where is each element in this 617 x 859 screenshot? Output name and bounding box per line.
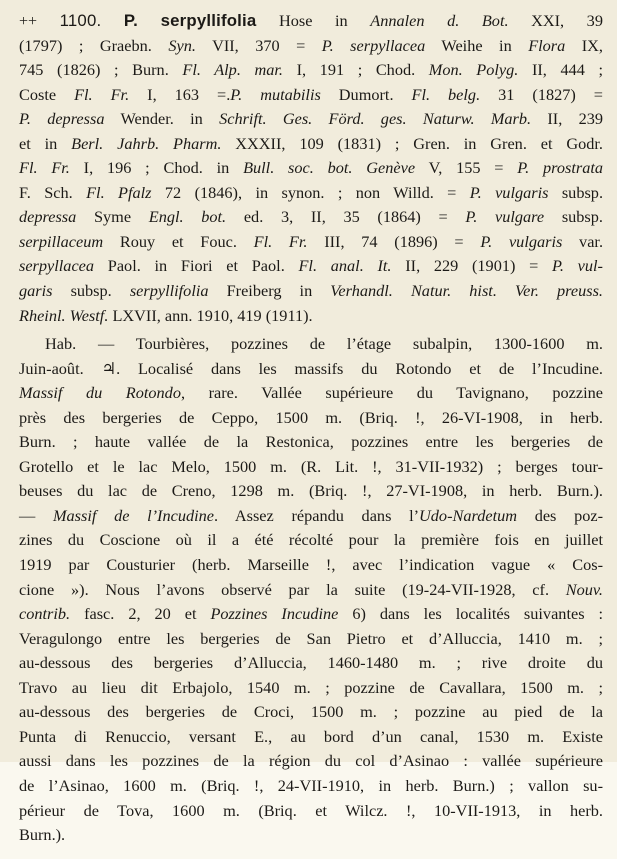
text-run: de l’Asinao, 1600 m. (Briq. !, 24-VII-1910, in herb. Burn.) ; vallon su- bbox=[19, 775, 603, 795]
text-run: XXI, 39 bbox=[508, 11, 603, 30]
italic-run: Rheinl. Westf. bbox=[19, 305, 109, 325]
habitat-line bbox=[19, 627, 603, 652]
habitat-block bbox=[19, 332, 603, 847]
text-run: beuses du lac de Creno, 1298 m. (Briq. !, 27-VI-1908, in herb. Burn.). bbox=[19, 481, 603, 501]
habitat-line bbox=[19, 504, 603, 529]
text-run: Rouy et Fouc. bbox=[103, 231, 254, 251]
text-run: Punta di Renuccio, versant E., au bord d’un canal, 1530 m. Existe bbox=[19, 726, 603, 746]
italic-run: Syn. bbox=[168, 35, 196, 55]
italic-run: garis bbox=[19, 281, 53, 301]
italic-run: P. mutabilis bbox=[230, 84, 321, 104]
synonymy-line bbox=[19, 132, 603, 157]
text-run: I, 163 =. bbox=[129, 84, 231, 104]
italic-run: Flora bbox=[528, 35, 566, 55]
text-run: Hose in bbox=[279, 11, 371, 30]
text-run: Burn. ; haute vallée de la Restonica, pozzines entre les bergeries de bbox=[19, 432, 603, 452]
text-run: Burn.). bbox=[19, 825, 66, 845]
text-run: cione »). Nous l’avons observé par la suite (19-24-VII-1928, cf. bbox=[19, 579, 566, 599]
text-run: près des bergeries de Ceppo, 1500 m. (Briq. !, 26-VI-1908, in herb. bbox=[19, 407, 603, 427]
italic-run: P. vulgaris bbox=[469, 182, 549, 202]
text-run: LXVII, ann. 1910, 419 (1911). bbox=[108, 305, 313, 325]
habitat-line bbox=[19, 332, 603, 357]
text-run: . Assez répandu dans l’ bbox=[214, 505, 420, 525]
synonymy-line bbox=[19, 230, 603, 255]
habitat-line bbox=[19, 528, 603, 553]
synonymy-line bbox=[19, 58, 603, 83]
species-name: serpyllifolia bbox=[160, 11, 257, 30]
synonymy-line bbox=[19, 83, 603, 108]
endemic-marker: ++ bbox=[19, 13, 38, 30]
italic-run: P. vul- bbox=[552, 256, 603, 276]
italic-run: Fl. Pfalz bbox=[86, 182, 152, 202]
synonymy-line bbox=[19, 34, 603, 59]
habitat-line bbox=[19, 823, 603, 848]
text-run: et in bbox=[19, 133, 72, 153]
synonymy-line bbox=[19, 254, 603, 279]
italic-run: Massif de l’Incudine bbox=[52, 505, 215, 525]
text-run: subsp. bbox=[548, 182, 604, 202]
entry-heading-line bbox=[19, 9, 603, 34]
text-run: subsp. bbox=[544, 207, 603, 227]
italic-run: Berl. Jahrb. Pharm. bbox=[71, 133, 222, 153]
habitat-line bbox=[19, 799, 603, 824]
text-run: V, 155 = bbox=[415, 158, 518, 178]
habitat-line bbox=[19, 578, 603, 603]
text-run: — bbox=[19, 505, 53, 525]
text-run: (1797) ; Graebn. bbox=[19, 35, 169, 55]
italic-run: Fl. Alp. mar. bbox=[182, 60, 283, 80]
habitat-line bbox=[19, 455, 603, 480]
synonymy-line bbox=[19, 279, 603, 304]
text-run: périeur de Tova, 1600 m. (Briq. et Wilcz. !, 10-VII-1913, in herb. bbox=[19, 800, 603, 820]
genus-abbreviation: P. bbox=[123, 11, 139, 30]
italic-run: Udo-Nardetum bbox=[419, 505, 518, 525]
italic-run: Engl. bot. bbox=[148, 207, 227, 227]
synonymy-line bbox=[19, 156, 603, 181]
text-run: Syme bbox=[76, 207, 149, 227]
text-run: des poz- bbox=[517, 505, 604, 525]
italic-run: Massif du Rotondo bbox=[19, 383, 181, 403]
italic-run: Pozzines Incudine bbox=[210, 604, 339, 624]
text-run: subsp. bbox=[52, 281, 130, 301]
habitat-line bbox=[19, 676, 603, 701]
entry-line-0 bbox=[279, 11, 603, 30]
text-run: ed. 3, II, 35 (1864) = bbox=[226, 207, 466, 227]
italic-run: P. prostrata bbox=[517, 158, 603, 178]
text-run: XXXII, 109 (1831) ; Gren. in Gren. et Godr. bbox=[221, 133, 604, 153]
entry-number: 1100. bbox=[59, 11, 102, 30]
italic-run: contrib. bbox=[19, 604, 71, 624]
habitat-line bbox=[19, 725, 603, 750]
italic-run: Fl. Fr. bbox=[74, 84, 130, 104]
italic-run: Annalen d. Bot. bbox=[370, 11, 509, 30]
species-entry-text bbox=[19, 9, 603, 848]
habitat-line bbox=[19, 700, 603, 725]
italic-run: Nouv. bbox=[565, 579, 603, 599]
text-run: VII, 370 = bbox=[195, 35, 322, 55]
italic-run: serpillaceum bbox=[19, 231, 104, 251]
text-run: II, 229 (1901) = bbox=[391, 256, 553, 276]
text-run: aussi dans les pozzines de la région du col d’Asinao : vallée supérieure bbox=[19, 751, 603, 771]
habitat-line bbox=[19, 602, 603, 627]
italic-run: Bull. soc. bot. Genève bbox=[243, 158, 416, 178]
text-run: II, 444 ; bbox=[518, 60, 603, 80]
text-run: Grotello et le lac Melo, 1500 m. (R. Lit. !, 31-VII-1932) ; berges tour- bbox=[19, 456, 603, 476]
text-run: var. bbox=[562, 231, 604, 251]
text-run: 31 (1827) = bbox=[480, 84, 603, 104]
text-run: 1919 par Cousturier (herb. Marseille !, avec l’indication vague « Cos- bbox=[19, 555, 603, 575]
italic-run: Fl. anal. It. bbox=[298, 256, 392, 276]
text-run: fasc. 2, 20 et bbox=[70, 604, 211, 624]
text-run: Freiberg in bbox=[208, 281, 331, 301]
text-run: IX, bbox=[565, 35, 604, 55]
synonymy-block bbox=[19, 34, 603, 329]
text-run: 6) dans les localités suivantes : bbox=[338, 604, 604, 624]
text-run: I, 191 ; Chod. bbox=[283, 60, 429, 80]
habitat-line bbox=[19, 479, 603, 504]
text-run: F. Sch. bbox=[19, 182, 87, 202]
italic-run: Mon. Polyg. bbox=[428, 60, 519, 80]
italic-run: Fl. Fr. bbox=[253, 231, 308, 251]
synonymy-line bbox=[19, 205, 603, 230]
italic-run: P. vulgaris bbox=[480, 231, 563, 251]
text-run: Travo au lieu dit Erbajolo, 1540 m. ; pozzine de Cavallara, 1500 m. ; bbox=[19, 677, 603, 697]
habitat-line bbox=[19, 381, 603, 406]
text-run: Coste bbox=[19, 84, 75, 104]
text-run: I, 196 ; Chod. in bbox=[69, 158, 244, 178]
habitat-line bbox=[19, 406, 603, 431]
synonymy-line bbox=[19, 107, 603, 132]
text-run: Hab. — Tourbières, pozzines de l’étage subalpin, 1300-1600 m. bbox=[45, 334, 603, 354]
italic-run: P. vulgare bbox=[465, 207, 545, 227]
habitat-line bbox=[19, 357, 603, 382]
text-run: , rare. Vallée supérieure du Tavignano, pozzine bbox=[180, 383, 603, 403]
italic-run: Schrift. Ges. Förd. ges. Naturw. Marb. bbox=[219, 109, 532, 129]
italic-run: serpyllacea bbox=[19, 256, 95, 276]
synonymy-line bbox=[19, 304, 603, 329]
habitat-line bbox=[19, 749, 603, 774]
text-run: II, 239 bbox=[531, 109, 603, 129]
text-run: Dumort. bbox=[320, 84, 412, 104]
italic-run: Verhandl. Natur. hist. Ver. preuss. bbox=[330, 281, 603, 301]
text-run: Juin-août. ♃. Localisé dans les massifs du Rotondo et de l’Incudine. bbox=[19, 358, 603, 378]
text-run: 72 (1846), in synon. ; non Willd. = bbox=[151, 182, 470, 202]
text-run: 745 (1826) ; Burn. bbox=[19, 60, 183, 80]
text-run: au-dessous des bergeries d’Alluccia, 1460-1480 m. ; rive droite du bbox=[19, 653, 603, 673]
text-run: III, 74 (1896) = bbox=[307, 231, 481, 251]
italic-run: serpyllifolia bbox=[129, 281, 209, 301]
synonymy-line bbox=[19, 181, 603, 206]
italic-run: Fl. Fr. bbox=[19, 158, 70, 178]
text-run: Wender. in bbox=[104, 109, 220, 129]
text-run: au-dessous des bergeries de Croci, 1500 m. ; pozzine au pied de la bbox=[19, 702, 603, 722]
italic-run: Fl. belg. bbox=[411, 84, 481, 104]
habitat-line bbox=[19, 553, 603, 578]
habitat-line bbox=[19, 774, 603, 799]
habitat-line bbox=[19, 651, 603, 676]
italic-run: P. depressa bbox=[19, 109, 105, 129]
text-run: Weihe in bbox=[425, 35, 529, 55]
text-run: zines du Coscione où il a été récolté pour la première fois en juillet bbox=[19, 530, 603, 550]
italic-run: P. serpyllacea bbox=[321, 35, 426, 55]
italic-run: depressa bbox=[19, 207, 77, 227]
text-run: Veragulongo entre les bergeries de San Pietro et d’Alluccia, 1410 m. ; bbox=[19, 628, 603, 648]
text-run: Paol. in Fiori et Paol. bbox=[94, 256, 299, 276]
habitat-line bbox=[19, 430, 603, 455]
